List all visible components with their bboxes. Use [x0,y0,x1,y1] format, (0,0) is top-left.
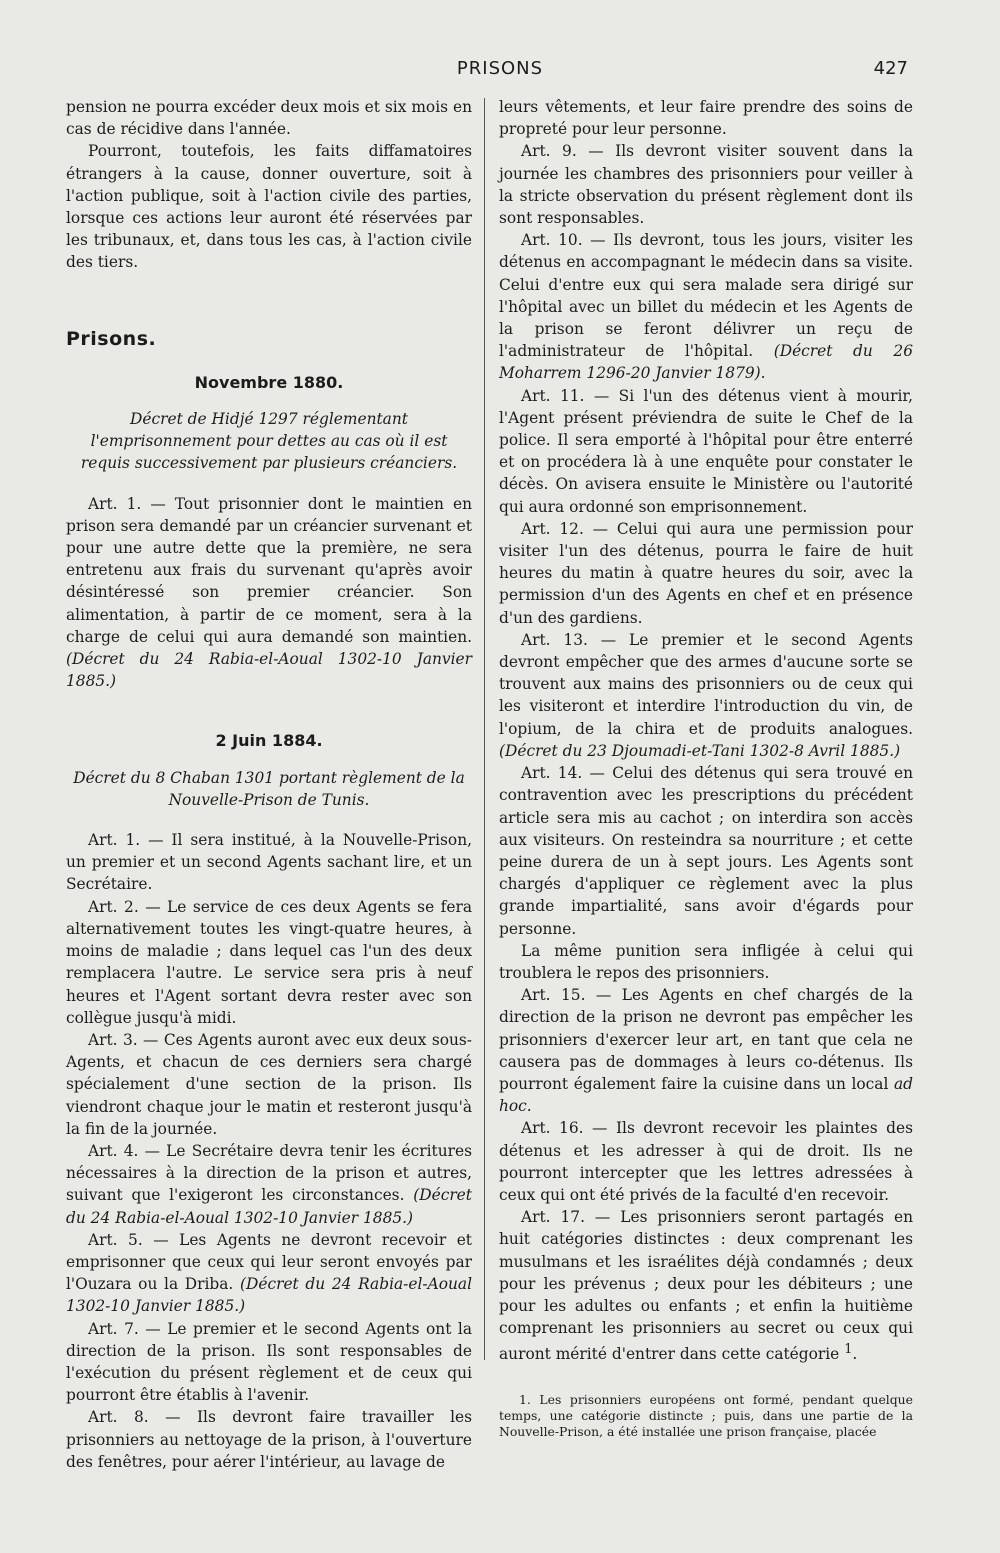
article [66,493,472,693]
article: Art. 2. — Le service de ces deux Agents se fera alternativement toutes les vingt-quatre heures, à moins de maladie ; dans lequel cas l'un des deux remplacera l'autre. Le service sera pris à neuf heures et l'Agent sortant devra rester avec son collègue jusqu'à midi. [66,897,472,1027]
article: Art. 16. — Ils devront recevoir les plaintes des détenus et les adresser à qui de droit. Ils ne pourront intercepter que les lettres adressées à ceux qui ont été privés de la faculté d'en recevoir. [499,1119,913,1204]
article: Art. 3. — Ces Agents auront avec eux deux sous-Agents, et chacun de ces derniers sera chargé spécialement d'une section de la prison. Ils viendront chaque jour le matin et resteront jusqu'à la fin de la journée. [66,1030,472,1138]
article-text: Art. 13. — Le premier et le second Agents devront empêcher que des armes d'aucune sorte se trouvent aux mains des prisonniers ou de ceux qui les visiteront et interdire l'introduction du vin, de l'opium, de la chira et de produits analogues. [499,630,913,738]
decree-title: Décret du 8 Chaban 1301 portant règlement de la Nouvelle-Prison de Tunis. [73,768,465,809]
article-text: Art. 15. — Les Agents en chef chargés de la direction de la prison ne devront pas empêcher les prisonniers d'exercer leur art, en tant que cela ne causera pas de dommages à leurs co-détenus. Ils pourront également faire la cuisine dans un local [499,986,913,1093]
article: Art. 11. — Si l'un des détenus vient à mourir, l'Agent présent préviendra de suite le Chef de la police. Il sera emporté à l'hôpital pour être enterré et on procédera là à une enquête pour constater le décès. On avisera ensuite le Ministère ou l'autorité qui aura ordonné son emprisonnement. [499,386,913,516]
paragraph: leurs vêtements, et leur faire prendre des soins de propreté pour leur personne. [499,98,913,139]
article [66,1140,472,1229]
paragraph: La même punition sera infligée à celui qui troublera le repos des prisonniers. [499,941,913,982]
page-number: 427 [873,58,908,79]
decree-citation: (Décret du 23 Djoumadi-et-Tani 1302-8 Avril 1885.) [499,741,901,760]
article: Art. 17. — Les prisonniers seront partagés en huit catégories distinctes : deux comprenant les musulmans et les israélites déjà condamnés ; deux pour les prévenus ; deux pour les débiteurs ; une pour les adultes ou enfants ; et enfin la huitième comprenant les prisonniers au secret ou ceux qui auront mérité d'entrer dans cette catégorie $^1$. [499,1208,913,1364]
article-text: Art. 17. — Les prisonniers seront partagés en huit catégories distinctes : deux comprenant les musulmans et les israélites déjà condamnés ; deux pour les prévenus ; deux pour les débiteurs ; une pour les adultes ou enfants ; et enfin la huitième comprenant les prisonniers au secret ou ceux qui auront mérité d'entrer dans cette catégorie [499,1208,913,1364]
latin-phrase: ad hoc. [499,1074,913,1116]
section-title: Prisons. [66,327,157,350]
article: Art. 12. — Celui qui aura une permission pour visiter l'un des détenus, pourra le faire de huit heures du matin à quatre heures du soir, avec la permission d'un des Agents en chef et en présence d'un des gardiens. [499,519,913,627]
right-column [499,96,913,1440]
article [66,1229,472,1318]
running-head: PRISONS [456,58,544,79]
paragraph: pension ne pourra excéder deux mois et six mois en cas de récidive dans l'année. [66,98,472,139]
article: Art. 9. — Ils devront visiter souvent dans la journée les chambres des prisonniers pour veiller à la stricte observation du présent règlement dont ils sont responsables. [499,142,913,228]
decree-citation: (Décret du 24 Rabia-el-Aoual 1302-10 Janvier 1885.) [66,1275,472,1316]
article: Art. 7. — Le premier et le second Agents ont la direction de la prison. Ils sont responsables de l'exécution du présent règlement et de ceux qui pourront être établis à l'avenir. [66,1319,472,1405]
decree-citation: (Décret du 24 Rabia-el-Aoual 1302-10 Janvier 1885.) [66,650,472,691]
article [499,629,913,762]
footnote-mark: 1 [844,1342,853,1358]
article-text: Art. 1. — Tout prisonnier dont le maintien en prison sera demandé par un créancier survenant et pour une autre dette que la première, ne sera entretenu aux frais du survenant qu'après avoir désintéressé son premier créancier. Son alimentation, à partir de ce moment, sera à la charge de celui qui aura demandé son maintien. [66,494,472,646]
article-text: Art. 4. — Le Secrétaire devra tenir les écritures nécessaires à la direction de la prison et autres, suivant que l'exigeront les circonstances. [66,1141,472,1205]
decree-citation: (Décret du 26 Moharrem 1296-20 Janvier 1879). [499,342,913,383]
paragraph: Pourront, toutefois, les faits diffamatoires étrangers à la cause, donner ouverture, soit à l'action publique, soit à l'action civile des parties, lorsque ces actions leur auront été réservées par les tribunaux, et, dans tous les cas, à l'action civile des tiers. [66,142,472,272]
footnote: 1. Les prisonniers européens ont formé, pendant quelque temps, une catégorie distincte ; puis, dans une partie de la Nouvelle-Prison, a été installée une prison française, placée [499,1391,913,1439]
date-heading: 2 Juin 1884. [215,731,323,751]
article [499,229,913,384]
article: Art. 8. — Ils devront faire travailler les prisonniers au nettoyage de la prison, à l'ouverture des fenêtres, pour aérer l'intérieur, au lavage de [66,1408,472,1471]
decree-citation: (Décret du 24 Rabia-el-Aoual 1302-10 Janvier 1885.) [66,1186,472,1227]
decree-title: Décret de Hidjé 1297 réglementant l'emprisonnement pour dettes au cas où il est requis successivement par plusieurs créanciers. [80,410,458,473]
article-text: Art. 10. — Ils devront, tous les jours, visiter les détenus en accompagnant le médecin dans sa visite. Celui d'entre eux qui sera malade sera dirigé sur l'hôpital avec un billet du médecin et les Agents de la prison se feront délivrer un reçu de l'administrateur de l'hôpital. [499,231,913,361]
column-rule [484,98,485,1360]
article-text: Art. 5. — Les Agents ne devront recevoir et emprisonner que ceux qui leur seront envoyés par l'Ouzara ou la Driba. [66,1230,472,1294]
left-column [66,96,472,1473]
article: Art. 14. — Celui des détenus qui sera trouvé en contravention avec les prescriptions du précédent article sera mis au cachot ; on interdira son accès aux visiteurs. On resteindra sa nourriture ; et cette peine durera de un à sept jours. Les Agents sont chargés d'appliquer ce règlement avec la plus grande impartialité, sans avoir d'égards pour personne. [499,764,913,938]
date-heading: Novembre 1880. [194,372,344,392]
article [499,984,913,1117]
article: Art. 1. — Il sera institué, à la Nouvelle-Prison, un premier et un second Agents sachant lire, et un Secrétaire. [66,831,472,894]
